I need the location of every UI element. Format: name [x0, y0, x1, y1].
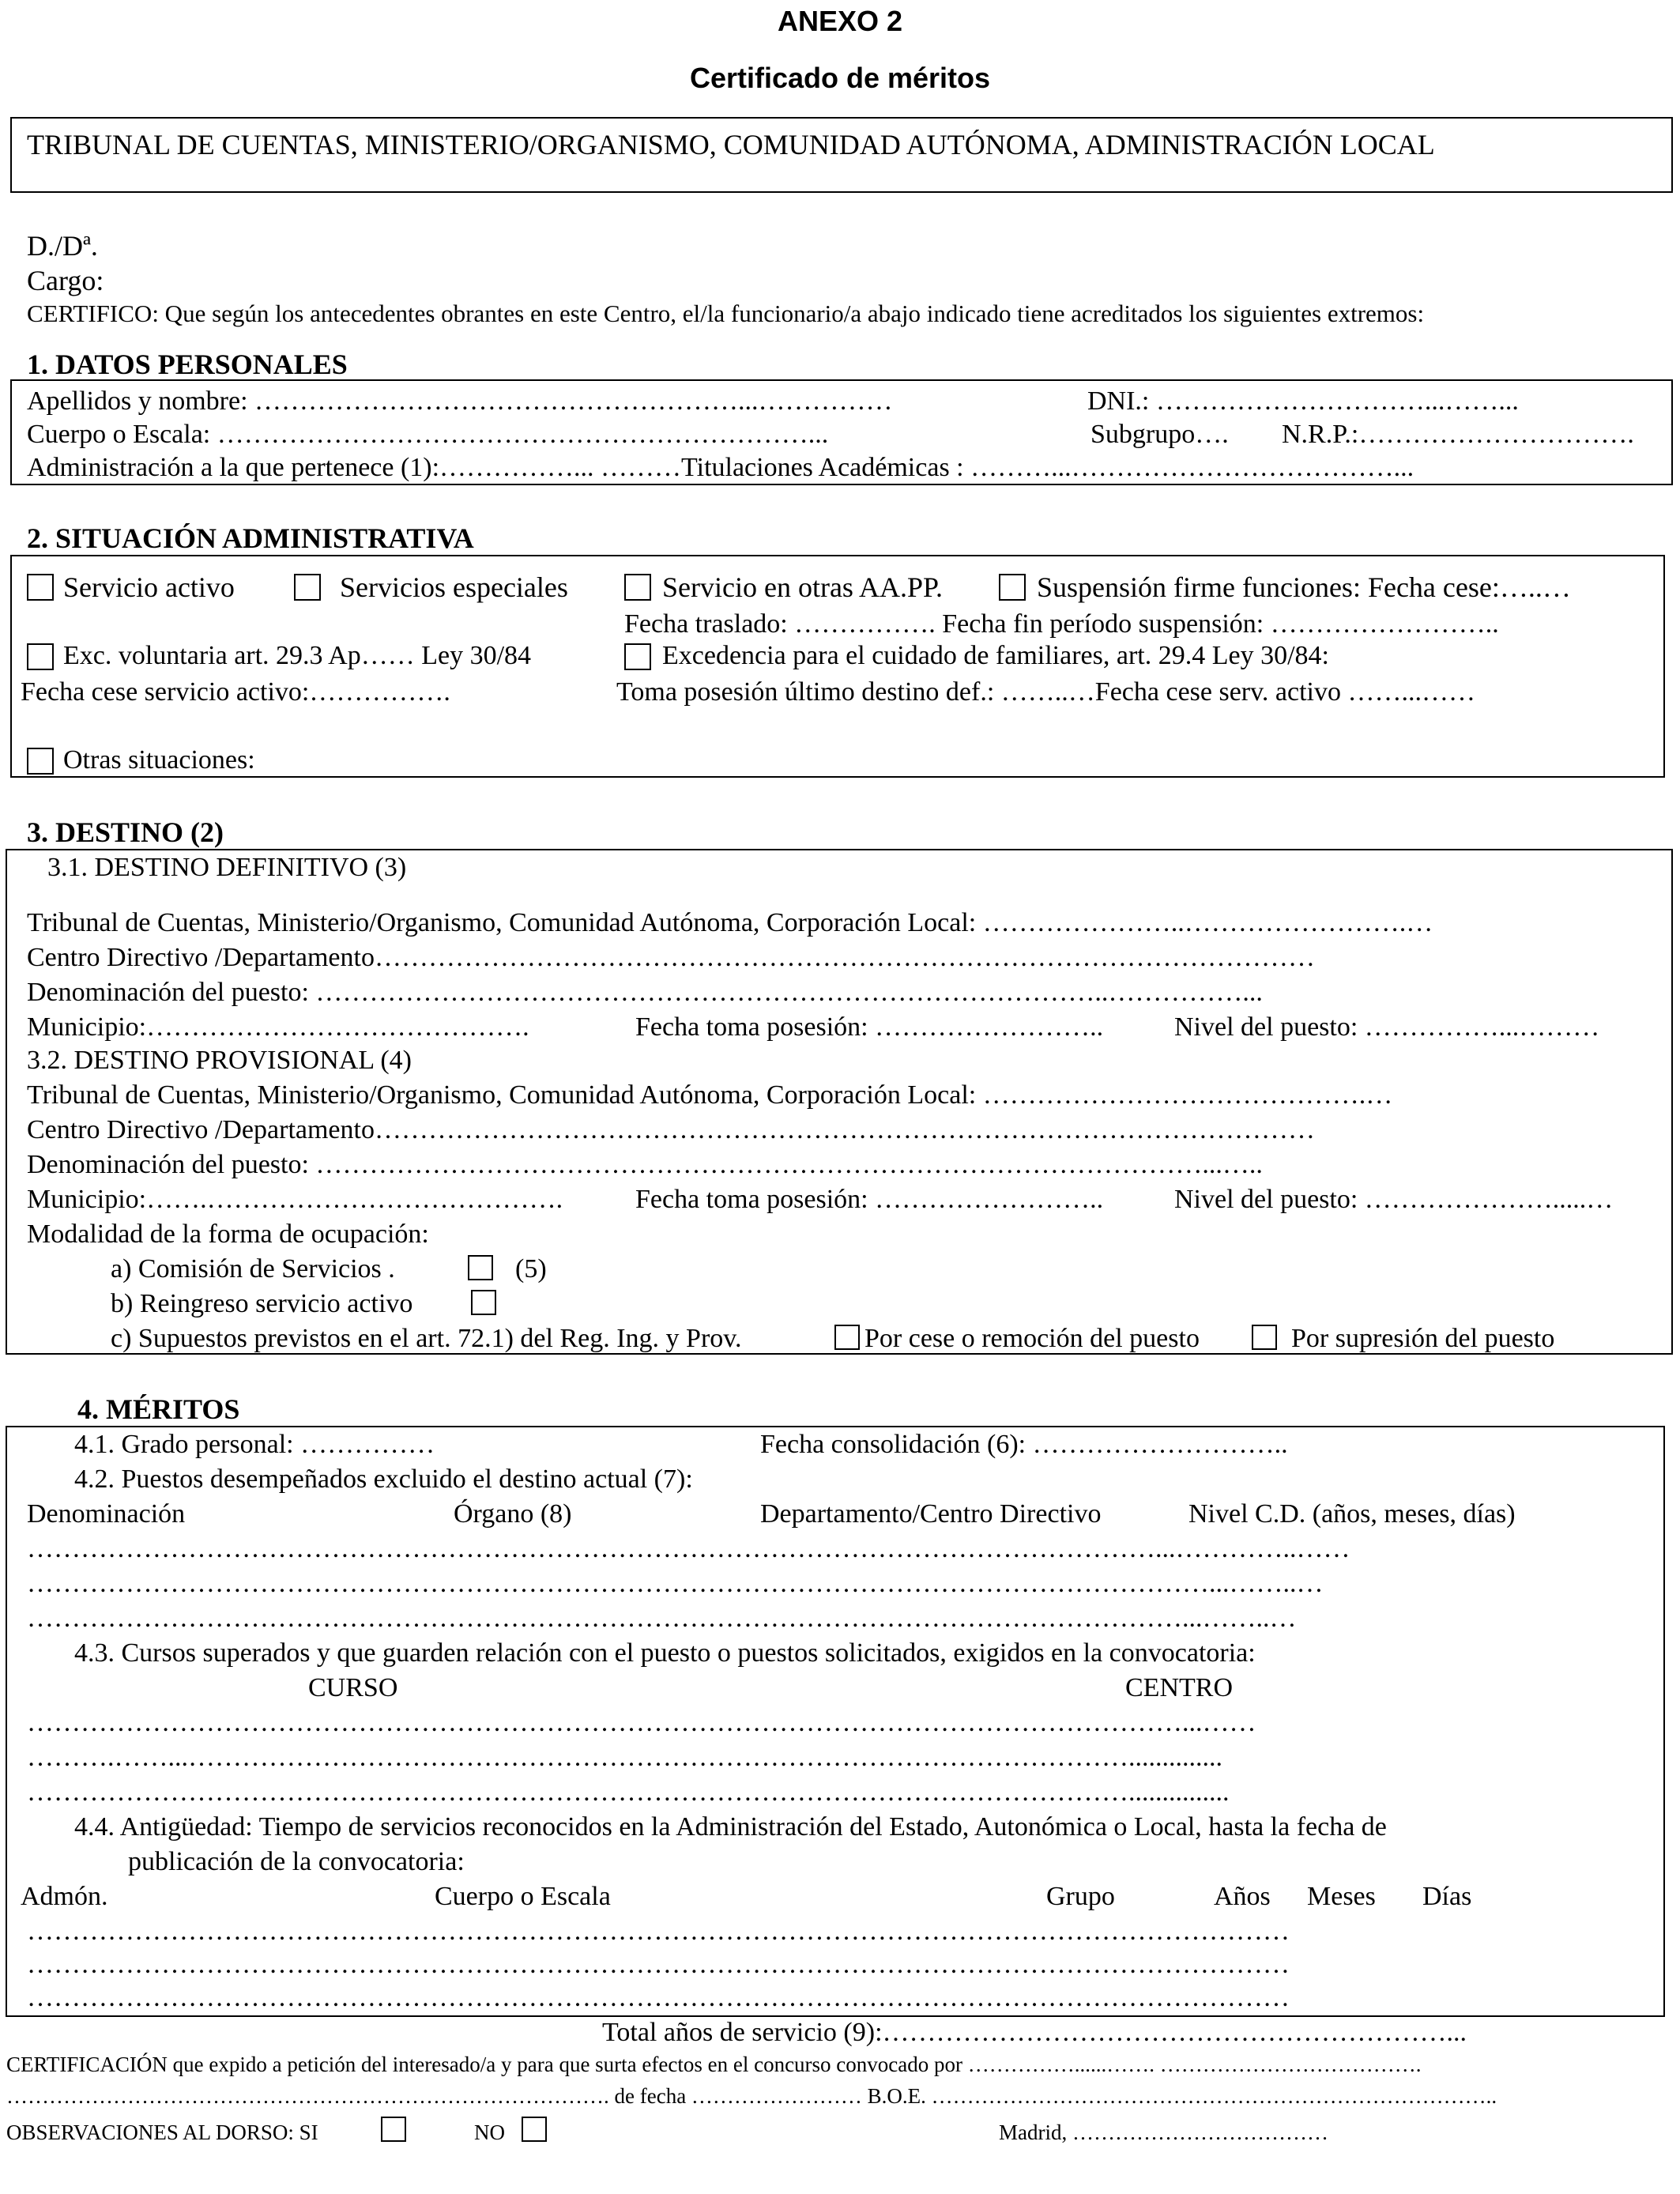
suspension-label: Suspensión firme funciones: Fecha cese:…..…	[1037, 571, 1571, 603]
section-4-title: 4. MÉRITOS	[77, 1393, 240, 1425]
antiguedad-text-2: publicación de la convocatoria:	[128, 1847, 465, 1876]
destino-definitivo-title: 3.1. DESTINO DEFINITIVO (3)	[47, 853, 407, 882]
puestos-title: 4.2. Puestos desempeñados excluido el destino actual (7):	[74, 1465, 693, 1494]
def-nivel-field: Nivel del puesto: ……………...………	[1174, 1012, 1600, 1042]
institution-text: TRIBUNAL DE CUENTAS, MINISTERIO/ORGANISMO, COMUNIDAD AUTÓNOMA, ADMINISTRACIÓN LOCAL	[27, 129, 1435, 160]
col-departamento: Departamento/Centro Directivo	[760, 1499, 1102, 1529]
servicio-activo-label: Servicio activo	[63, 571, 235, 603]
grado-personal-field: 4.1. Grado personal: ……………	[74, 1430, 435, 1459]
col-cuerpo: Cuerpo o Escala	[435, 1882, 611, 1911]
col-centro: CENTRO	[1125, 1673, 1233, 1702]
cese-remocion-label: Por cese o remoción del puesto	[864, 1324, 1200, 1353]
cese-remocion-checkbox[interactable]	[1252, 1325, 1277, 1350]
comision-servicios-checkbox[interactable]	[468, 1255, 493, 1280]
nrp-field: N.R.P.:………………………….	[1282, 420, 1634, 449]
col-admon: Admón.	[21, 1882, 108, 1911]
dni-field: DNI.: …………………………...……...	[1087, 386, 1519, 416]
observaciones-label: OBSERVACIONES AL DORSO: SI	[6, 2120, 318, 2144]
col-anos: Años	[1214, 1882, 1271, 1911]
puestos-line: …………………………………………………………………………………………………………………...……..…	[27, 1604, 1297, 1633]
supuestos-label: c) Supuestos previstos en el art. 72.1) del Reg. Ing. y Prov.	[111, 1324, 742, 1353]
destino-provisional-title: 3.2. DESTINO PROVISIONAL (4)	[27, 1046, 412, 1075]
antiguedad-text-1: 4.4. Antigüedad: Tiempo de servicios reconocidos en la Administración del Estado, Autonómica o Local, hasta la fecha de	[74, 1812, 1387, 1842]
madrid-field: Madrid, ………………………………	[999, 2120, 1328, 2144]
col-dias: Días	[1422, 1882, 1472, 1911]
reingreso-checkbox[interactable]	[471, 1290, 496, 1315]
section-2-title: 2. SITUACIÓN ADMINISTRATIVA	[27, 522, 474, 554]
modalidad-label: Modalidad de la forma de ocupación:	[27, 1220, 429, 1249]
cursos-line: ……………………………………………………………………………………………………………...............	[27, 1777, 1230, 1807]
prov-municipio-field: Municipio:…….………………………………….	[27, 1185, 563, 1214]
reingreso-label: b) Reingreso servicio activo	[111, 1289, 413, 1318]
col-denominacion: Denominación	[27, 1499, 186, 1529]
cuerpo-field: Cuerpo o Escala: …………………………………………………………...	[27, 420, 829, 449]
cursos-line: ……….……...……………………………………………………………………………………………..............	[27, 1743, 1222, 1772]
prov-denominacion-field: Denominación del puesto: ………………………………………………………………………………………...…..	[27, 1150, 1263, 1179]
otras-situaciones-label: Otras situaciones:	[63, 745, 255, 775]
fecha-traslado-field: Fecha traslado: ……………. Fecha fin período suspensión: ……………………..	[624, 609, 1499, 639]
cursos-line: …………………………………………………………………………………………………………………...……	[27, 1708, 1256, 1737]
section-1-title: 1. DATOS PERSONALES	[27, 349, 348, 380]
antiguedad-line: ……………………………………………………………………………………………………………………………	[27, 1950, 1290, 1979]
supresion-label: Por supresión del puesto	[1291, 1324, 1555, 1353]
col-organo: Órgano (8)	[454, 1499, 572, 1529]
def-fecha-field: Fecha toma posesión: ……………………..	[635, 1012, 1104, 1042]
subgrupo-field: Subgrupo….	[1090, 420, 1229, 449]
cursos-title: 4.3. Cursos superados y que guarden relación con el puesto o puestos solicitados, exigidos en la convocatoria:	[74, 1638, 1256, 1668]
certifico-text: CERTIFICO: Que según los antecedentes obrantes en este Centro, el/la funcionario/a abajo indicado tiene acreditados los siguientes extremos:	[27, 300, 1425, 327]
col-grupo: Grupo	[1046, 1882, 1115, 1911]
certificacion-text: CERTIFICACIÓN que expido a petición del interesado/a y para que surta efectos en el concurso convocado por ……………......……. ……………………………….	[6, 2053, 1422, 2076]
comision-servicios-label: a) Comisión de Servicios .	[111, 1254, 395, 1284]
observaciones-no-label: NO	[474, 2120, 505, 2144]
annex-title: ANEXO 2	[777, 5, 903, 37]
prov-tribunal-field: Tribunal de Cuentas, Ministerio/Organismo, Comunidad Autónoma, Corporación Local: …………………………………….…	[27, 1080, 1393, 1110]
apellidos-field: Apellidos y nombre: ………………………………………………...……………	[27, 386, 893, 416]
servicios-especiales-label: Servicios especiales	[340, 571, 568, 603]
col-curso: CURSO	[308, 1673, 398, 1702]
comision-servicios-note: (5)	[515, 1254, 547, 1284]
exc-voluntaria-label: Exc. voluntaria art. 29.3 Ap…… Ley 30/84	[63, 641, 532, 670]
supuestos-checkbox[interactable]	[834, 1325, 860, 1350]
document-title: Certificado de méritos	[689, 62, 991, 94]
observaciones-si-checkbox[interactable]	[381, 2117, 406, 2142]
observaciones-no-checkbox[interactable]	[522, 2117, 547, 2142]
cargo-label: Cargo:	[27, 265, 104, 296]
def-tribunal-field: Tribunal de Cuentas, Ministerio/Organismo, Comunidad Autónoma, Corporación Local: …………………..…………………….…	[27, 908, 1433, 937]
puestos-line: ………………………………………………………………………………………………………………...…………..……	[27, 1534, 1350, 1563]
administracion-field: Administración a la que pertenece (1):……………... ………Titulaciones Académicas : ………...………………………………...	[27, 453, 1414, 482]
col-meses: Meses	[1307, 1882, 1376, 1911]
suspension-checkbox[interactable]	[999, 574, 1026, 601]
servicios-especiales-checkbox[interactable]	[294, 574, 321, 601]
otras-situaciones-checkbox[interactable]	[27, 748, 54, 775]
servicio-otras-checkbox[interactable]	[624, 574, 651, 601]
prov-centro-field: Centro Directivo /Departamento……………………………………………………………………………………………	[27, 1115, 1315, 1144]
prov-nivel-field: Nivel del puesto: ………………….....…	[1174, 1185, 1614, 1214]
exc-voluntaria-checkbox[interactable]	[27, 643, 54, 670]
fecha-cese-activo-field: Fecha cese servicio activo:…………….	[21, 677, 450, 707]
excedencia-cuidado-checkbox[interactable]	[624, 643, 651, 670]
def-centro-field: Centro Directivo /Departamento……………………………………………………………………………………………	[27, 943, 1315, 972]
def-municipio-field: Municipio:…………………………………….	[27, 1012, 529, 1042]
servicio-activo-checkbox[interactable]	[27, 574, 54, 601]
puestos-line: ……………………………………………………………………………………………………………………...……..…	[27, 1569, 1324, 1598]
antiguedad-line: ……………………………………………………………………………………………………………………………	[27, 1983, 1290, 2012]
def-denominacion-field: Denominación del puesto: ……………………………………………………………………………..……………...	[27, 978, 1263, 1007]
antiguedad-line: ……………………………………………………………………………………………………………………………	[27, 1917, 1290, 1946]
certificacion-line-2: …………………………………………………………………………. de fecha …………………… B.O.E. ……………………………………………………………………..	[6, 2084, 1497, 2108]
section-3-title: 3. DESTINO (2)	[27, 816, 224, 848]
col-nivel: Nivel C.D. (años, meses, días)	[1188, 1499, 1516, 1529]
dd-label: D./Dª.	[27, 230, 98, 262]
total-anos-field: Total años de servicio (9):………………………………………………………...	[602, 2018, 1467, 2047]
excedencia-cuidado-label: Excedencia para el cuidado de familiares, art. 29.4 Ley 30/84:	[662, 641, 1329, 670]
servicio-otras-label: Servicio en otras AA.PP.	[662, 571, 943, 603]
prov-fecha-field: Fecha toma posesión: ……………………..	[635, 1185, 1104, 1214]
fecha-consolidacion-field: Fecha consolidación (6): ………………………..	[760, 1430, 1288, 1459]
toma-posesion-field: Toma posesión último destino def.: ……..…Fecha cese serv. activo ……...……	[616, 677, 1475, 707]
